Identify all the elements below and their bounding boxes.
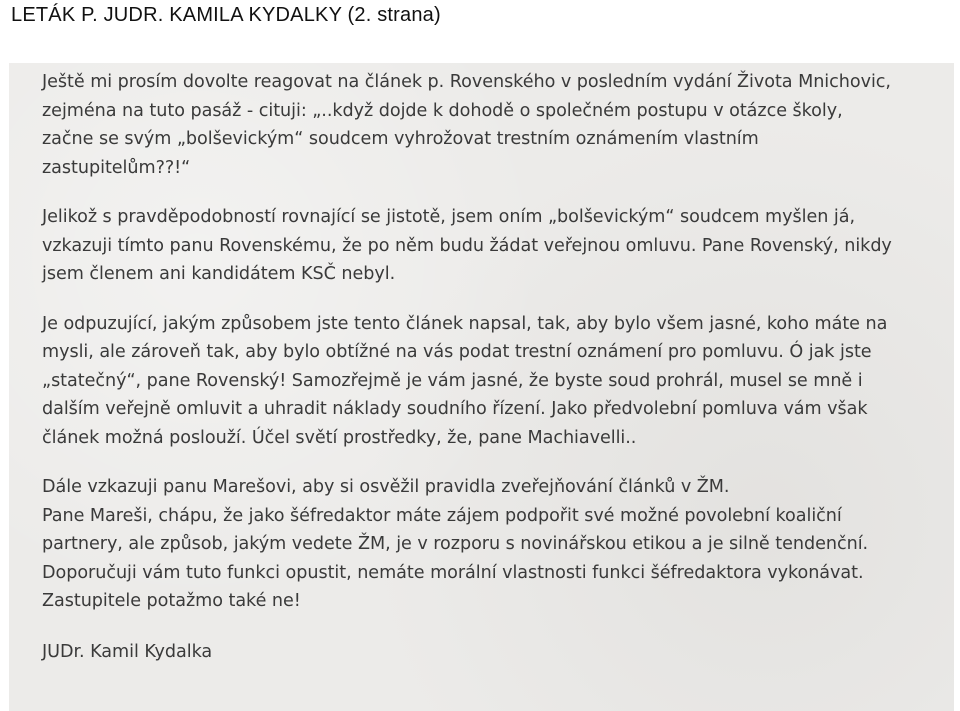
letter-body [42,68,947,666]
text-line: Ještě mi prosím dovolte reagovat na článek p. Rovenského v posledním vydání Života Mnichovic, [42,72,891,92]
page-title: LETÁK P. JUDR. KAMILA KYDALKY (2. strana) [11,4,441,26]
text-line: Je odpuzující, jakým způsobem jste tento článek napsal, tak, aby bylo všem jasné, koho máte na [42,313,888,334]
paragraph-1 [42,68,947,182]
text-line: dalším veřejně omluvit a uhradit náklady soudního řízení. Jako předvolební pomluva vám však [42,399,868,419]
paragraph-3 [42,310,947,453]
text-line: Jelikož s pravděpodobností rovnající se jistotě, jsem oním „bolševickým“ soudcem myšlen já, [42,207,855,227]
text-line: Pane Mareši, chápu, že jako šéfredaktor máte zájem podpořit své možné povolební koaliční [42,505,842,526]
text-line: „statečný“, pane Rovenský! Samozřejmě je vám jasné, že byste soud prohrál, musel se mně i [42,370,863,391]
text-line: zejména na tuto pasáž - cituji: „..když dojde k dohodě o společném postupu v otázce školy, [42,100,843,121]
text-line: Zastupitele potažmo také ne! [42,591,301,611]
text-line: začne se svým „bolševickým“ soudcem vyhrožovat trestním oznámením vlastním [42,129,759,149]
text-line: Doporučuji vám tuto funkci opustit, nemáte morální vlastnosti funkci šéfredaktora vykonávat. [42,562,864,583]
text-line: partnery, ale způsob, jakým vedete ŽM, je v rozporu s novinářskou etikou a je silně tendenční. [42,534,869,554]
paragraph-4 [42,473,947,616]
paragraph-2 [42,203,947,289]
text-line: vzkazuji tímto panu Rovenskému, že po něm budu žádat veřejnou omluvu. Pane Rovenský, nikdy [42,235,892,256]
scanned-letter [9,63,954,711]
text-line: Dále vzkazuji panu Marešovi, aby si osvěžil pravidla zveřejňování článků v ŽM. [42,477,730,497]
text-line: mysli, ale zároveň tak, aby bylo obtížné na vás podat trestní oznámení pro pomluvu. Ó jak jste [42,342,872,362]
signature: JUDr. Kamil Kydalka [42,641,213,662]
text-line: článek možná poslouží. Účel světí prostředky, že, pane Machiavelli.. [42,427,637,448]
text-line: zastupitelům??!“ [42,157,191,178]
text-line: jsem členem ani kandidátem KSČ nebyl. [42,264,396,284]
